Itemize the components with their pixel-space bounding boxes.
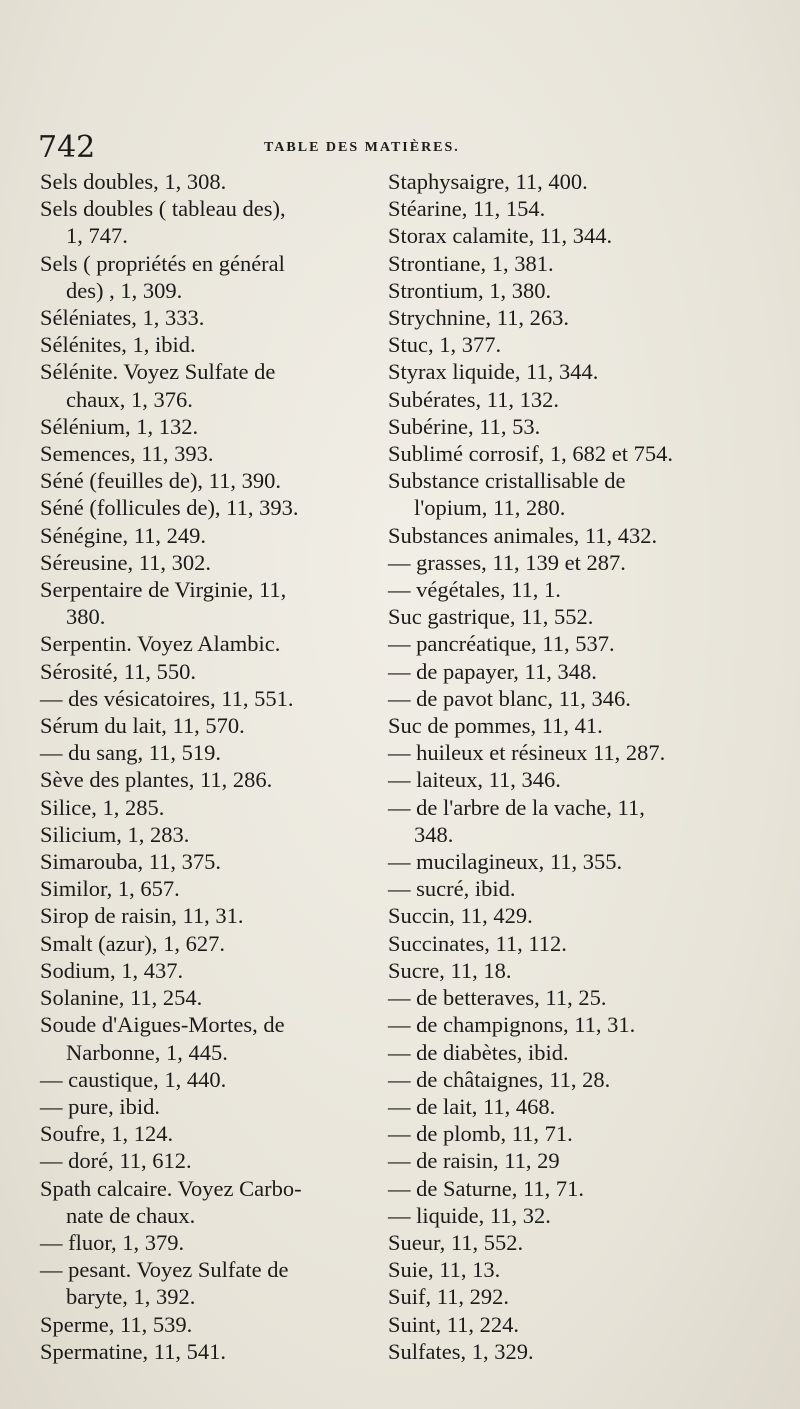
- index-entry: — caustique, 1, 440.: [40, 1066, 227, 1092]
- index-entry: — végétales, 11, 1.: [388, 577, 561, 603]
- index-entry: Sirop de raisin, 11, 31.: [40, 903, 244, 929]
- index-entry: — de l'arbre de la vache, 11,: [388, 794, 645, 820]
- index-entry: — de lait, 11, 468.: [388, 1093, 556, 1119]
- page-header: [38, 128, 758, 168]
- index-entry: Simarouba, 11, 375.: [40, 849, 222, 875]
- index-entry: — de plomb, 11, 71.: [388, 1121, 573, 1147]
- index-entry: — de châtaignes, 11, 28.: [388, 1066, 611, 1092]
- index-entry: — de Saturne, 11, 71.: [388, 1175, 585, 1201]
- index-entry: Substances animales, 11, 432.: [388, 522, 658, 548]
- index-entry: Serpentaire de Virginie, 11,: [40, 577, 287, 603]
- index-entry: — fluor, 1, 379.: [40, 1229, 185, 1255]
- index-entry: Suint, 11, 224.: [388, 1311, 520, 1337]
- index-entry: — doré, 11, 612.: [40, 1148, 192, 1174]
- index-entry: — de papayer, 11, 348.: [388, 658, 597, 684]
- index-entry: Strychnine, 11, 263.: [388, 305, 570, 331]
- index-entry: Séreusine, 11, 302.: [40, 549, 212, 575]
- index-entry: Sels ( propriétés en général: [40, 250, 285, 276]
- index-entry: Séné (feuilles de), 11, 390.: [40, 468, 281, 494]
- index-entry: Sublimé corrosif, 1, 682 et 754.: [388, 441, 673, 467]
- index-entry: — de champignons, 11, 31.: [388, 1012, 636, 1038]
- index-entry: Solanine, 11, 254.: [40, 985, 203, 1011]
- index-entry: Silicium, 1, 283.: [40, 821, 190, 847]
- index-entry: Spermatine, 11, 541.: [40, 1338, 227, 1364]
- index-entry: — de raisin, 11, 29: [388, 1148, 560, 1174]
- index-entry: Séléniates, 1, 333.: [40, 305, 205, 331]
- index-column-left: [40, 168, 410, 1365]
- index-entry: des) , 1, 309.: [66, 277, 183, 303]
- index-entry: Sels doubles ( tableau des),: [40, 196, 286, 222]
- index-entry: Strontium, 1, 380.: [388, 277, 552, 303]
- index-entry: — mucilagineux, 11, 355.: [388, 849, 623, 875]
- index-entry: chaux, 1, 376.: [66, 386, 193, 412]
- index-entry: Stéarine, 11, 154.: [388, 196, 546, 222]
- index-entry: Sélénium, 1, 132.: [40, 413, 199, 439]
- index-entry: Storax calamite, 11, 344.: [388, 223, 613, 249]
- index-entry: Sels doubles, 1, 308.: [40, 169, 227, 194]
- index-entry: Sélénites, 1, ibid.: [40, 332, 196, 358]
- index-entry: — laiteux, 11, 346.: [388, 767, 561, 793]
- index-entry: — sucré, ibid.: [388, 876, 516, 902]
- index-entry: — pesant. Voyez Sulfate de: [40, 1257, 289, 1283]
- index-entry: Smalt (azur), 1, 627.: [40, 930, 225, 956]
- index-entry: — pancréatique, 11, 537.: [388, 631, 615, 657]
- index-entry: Sérum du lait, 11, 570.: [40, 713, 245, 739]
- index-entry: Substance cristallisable de: [388, 468, 626, 494]
- index-entry: Subérates, 11, 132.: [388, 386, 560, 412]
- index-entry: Staphysaigre, 11, 400.: [388, 169, 588, 194]
- index-entry: Sueur, 11, 552.: [388, 1229, 524, 1255]
- index-entry: — des vésicatoires, 11, 551.: [40, 685, 294, 711]
- index-column-right: [388, 168, 736, 1365]
- index-entry: — de pavot blanc, 11, 346.: [388, 685, 631, 711]
- index-entry: Sperme, 11, 539.: [40, 1311, 193, 1337]
- running-title: TABLE DES MATIÈRES.: [264, 140, 460, 155]
- index-entry: Sulfates, 1, 329.: [388, 1338, 534, 1364]
- index-entry: Similor, 1, 657.: [40, 876, 180, 902]
- page-number: 742: [38, 130, 96, 165]
- index-entry: — huileux et résineux 11, 287.: [388, 740, 666, 766]
- index-entry: Sucre, 11, 18.: [388, 957, 512, 983]
- index-entry: Suc gastrique, 11, 552.: [388, 604, 594, 630]
- index-entry: — du sang, 11, 519.: [40, 740, 222, 766]
- index-entry: Sélénite. Voyez Sulfate de: [40, 359, 276, 385]
- index-entry: Sève des plantes, 11, 286.: [40, 767, 273, 793]
- index-entry: Séné (follicules de), 11, 393.: [40, 495, 299, 521]
- index-entry: Subérine, 11, 53.: [388, 413, 541, 439]
- index-entry: — grasses, 11, 139 et 287.: [388, 549, 626, 575]
- index-entry: Suie, 11, 13.: [388, 1257, 501, 1283]
- index-entry: 348.: [414, 821, 454, 847]
- index-entry: — de diabètes, ibid.: [388, 1039, 569, 1065]
- index-entry: — de betteraves, 11, 25.: [388, 985, 607, 1011]
- index-entry: Semences, 11, 393.: [40, 441, 214, 467]
- index-entry: Silice, 1, 285.: [40, 794, 165, 820]
- index-entry: Stuc, 1, 377.: [388, 332, 502, 358]
- index-entry: nate de chaux.: [66, 1202, 196, 1228]
- index-entry: l'opium, 11, 280.: [414, 495, 566, 521]
- index-entry: — liquide, 11, 32.: [388, 1202, 551, 1228]
- index-entry: Styrax liquide, 11, 344.: [388, 359, 599, 385]
- index-entry: Succinates, 11, 112.: [388, 930, 567, 956]
- index-entry: 1, 747.: [66, 223, 128, 249]
- index-entry: Strontiane, 1, 381.: [388, 250, 554, 276]
- index-entry: Soude d'Aigues-Mortes, de: [40, 1012, 285, 1038]
- index-entry: Sérosité, 11, 550.: [40, 658, 197, 684]
- index-entry: Sénégine, 11, 249.: [40, 522, 207, 548]
- index-entry: 380.: [66, 604, 106, 630]
- index-entry: Narbonne, 1, 445.: [66, 1039, 228, 1065]
- index-entry: Succin, 11, 429.: [388, 903, 533, 929]
- index-entry: baryte, 1, 392.: [66, 1284, 196, 1310]
- index-entry: Spath calcaire. Voyez Carbo-: [40, 1175, 302, 1201]
- index-entry: Suif, 11, 292.: [388, 1284, 510, 1310]
- index-entry: Suc de pommes, 11, 41.: [388, 713, 603, 739]
- index-entry: Sodium, 1, 437.: [40, 957, 184, 983]
- index-entry: Soufre, 1, 124.: [40, 1121, 174, 1147]
- index-entry: Serpentin. Voyez Alambic.: [40, 631, 281, 657]
- index-entry: — pure, ibid.: [40, 1093, 160, 1119]
